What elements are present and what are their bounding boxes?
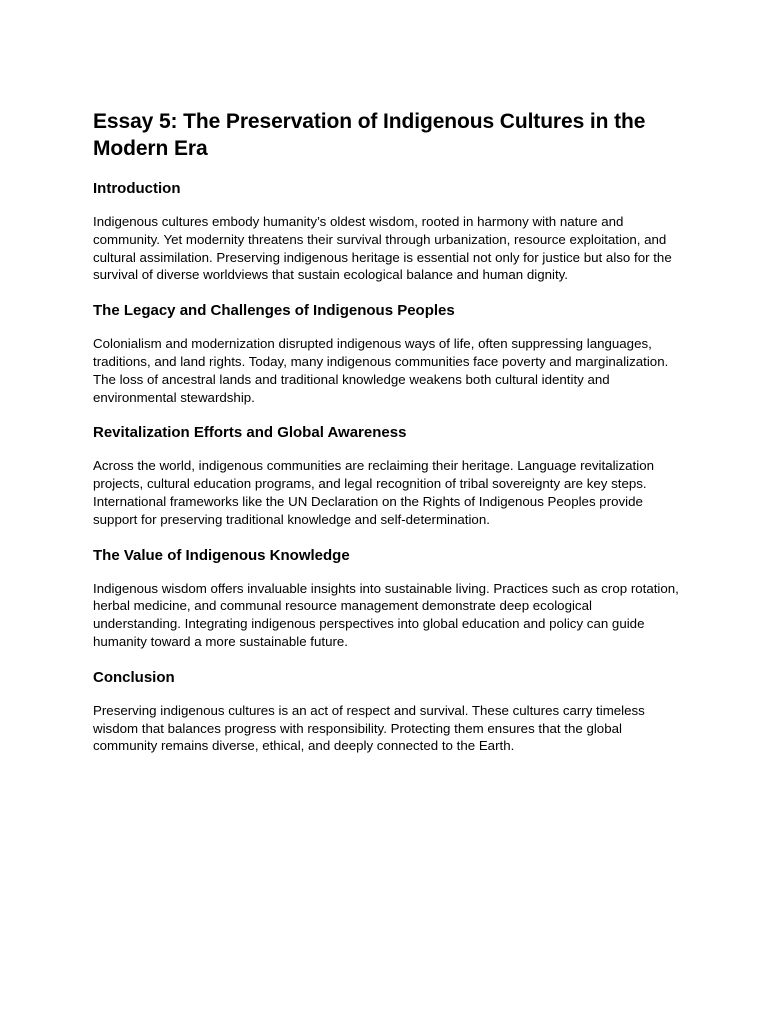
section-paragraph: Indigenous cultures embody humanity’s oldest wisdom, rooted in harmony with nature and community. Yet modernity threatens their survival through urbanization, resource exploitation, and cultural assimilation. Preserving indigenous heritage is essential not only for justice but also for the survival of diverse worldviews that sustain ecological balance and human dignity. (93, 214, 672, 283)
section-paragraph: Colonialism and modernization disrupted indigenous ways of life, often suppressing languages, traditions, and land rights. Today, many indigenous communities face poverty and marginalization. The loss of ancestral lands and traditional knowledge weakens both cultural identity and environmental stewardship. (93, 336, 669, 405)
section-heading: Conclusion (93, 668, 175, 686)
section-legacy-and-challenges (93, 301, 683, 406)
section-conclusion (93, 668, 683, 755)
section-heading: Revitalization Efforts and Global Awareness (93, 424, 407, 442)
section-heading: The Value of Indigenous Knowledge (93, 546, 350, 564)
section-introduction (93, 179, 683, 284)
section-heading: Introduction (93, 180, 181, 197)
document-content (93, 108, 683, 772)
section-paragraph: Preserving indigenous cultures is an act of respect and survival. These cultures carry timeless wisdom that balances progress with responsibility. Protecting them ensures that the global community remains diverse, ethical, and deeply connected to the Earth. (93, 702, 645, 754)
title-block (93, 108, 683, 162)
section-revitalization-efforts (93, 423, 683, 528)
section-paragraph: Across the world, indigenous communities are reclaiming their heritage. Language revitalization projects, cultural education programs, and legal recognition of tribal sovereignty are key steps. International frameworks like the UN Declaration on the Rights of Indigenous Peoples provide support for preserving traditional knowledge and self-determination. (93, 458, 654, 527)
section-value-of-knowledge (93, 546, 683, 651)
section-paragraph: Indigenous wisdom offers invaluable insights into sustainable living. Practices such as crop rotation, herbal medicine, and communal resource management demonstrate deep ecological understanding. Integrating indigenous perspectives into global education and policy can guide humanity toward a more sustainable future. (93, 580, 679, 649)
section-heading: The Legacy and Challenges of Indigenous Peoples (93, 302, 455, 320)
document-title: Essay 5: The Preservation of Indigenous Cultures in the Modern Era (93, 110, 646, 160)
